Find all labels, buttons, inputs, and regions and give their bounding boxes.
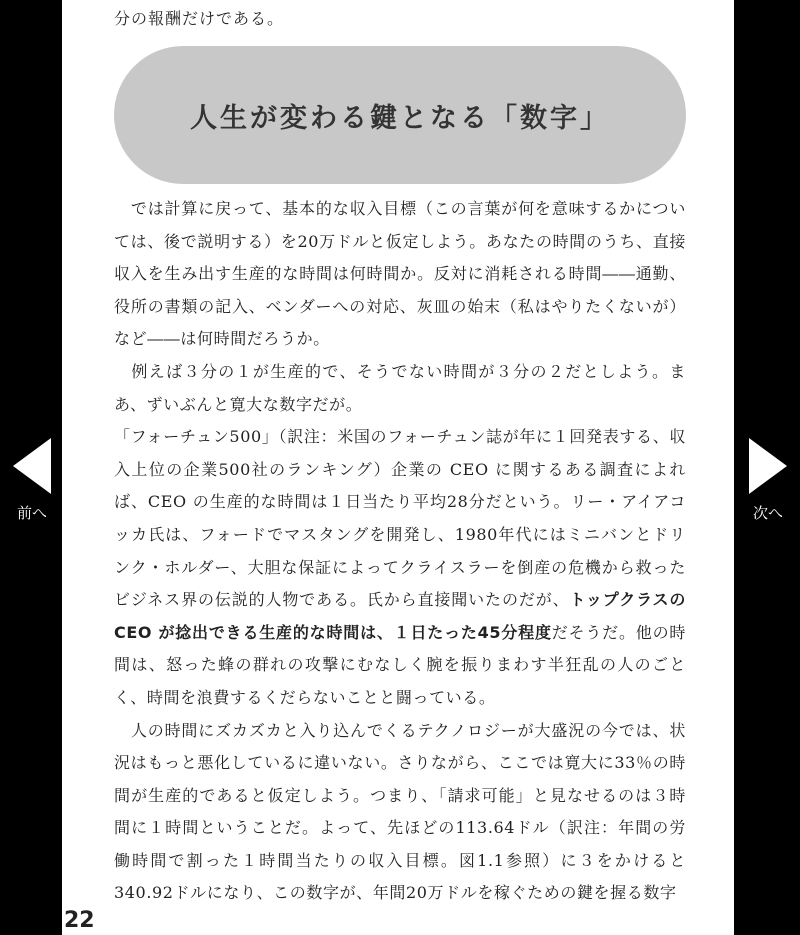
paragraph: 例えば３分の１が生産的で、そうでない時間が３分の２だとしよう。まあ、ずいぶんと寛大な数字だが。 (114, 361, 686, 414)
prev-page-label: 前へ (16, 504, 47, 522)
book-page (62, 0, 734, 935)
body-text (114, 193, 686, 910)
paragraph: では計算に戻って、基本的な収入目標（この言葉が何を意味するかについては、後で説明する）を20万ドルと仮定しよう。あなたの時間のうち、直接収入を生み出す生産的な時間は何時間か。反対に消耗される時間――通勤、役所の書類の記入、ベンダーへの対応、灰皿の始末（私はやりたくないが）など――は何時間だろうか。 (114, 199, 686, 349)
paragraph-text: 「フォーチュン500」（訳注：米国のフォーチュン誌が年に１回発表する、収入上位の企業500社のランキング）企業の CEO に関するある調査によれば、CEO の生産的な時間は１日当たり平均28分だという。リー・アイアコッカ氏は、フォードでマスタングを開発し、1980年代にはミニバンとドリンク・ホルダー、大胆な保証によってクライスラーを倒産の危機から救ったビジネス界の伝説的人物である。氏から直接聞いたのだが、 (114, 427, 686, 610)
prev-page-button[interactable] (2, 438, 62, 523)
paragraph-text: だそうだ。他の時間は、怒った蜂の群れの攻撃にむなしく腕を振りまわす半狂乱の人のごとく、時間を浪費するくだらないことと闘っている。 (114, 622, 686, 707)
section-heading-box (114, 46, 686, 184)
emphasis-text: トップクラスの CEO が捻出できる生産的な時間は、１日たった45分程度 (114, 590, 686, 642)
paragraph (114, 421, 686, 714)
next-page-button[interactable] (738, 438, 798, 523)
next-page-label: 次へ (752, 504, 783, 522)
section-heading: 人生が変わる鍵となる「数字」 (190, 102, 610, 134)
page-number: 22 (64, 908, 95, 933)
arrow-left-icon (13, 438, 51, 494)
arrow-right-icon (749, 438, 787, 494)
continued-text: 分の報酬だけである。 (114, 9, 285, 28)
paragraph: 人の時間にズカズカと入り込んでくるテクノロジーが大盛況の今では、状況はもっと悪化しているに違いない。さりながら、ここでは寛大に33％の時間が生産的であると仮定しよう。つまり、「請求可能」と見なせるのは３時間に１時間ということだ。よって、先ほどの113.64ドル（訳注：年間の労働時間で割った１時間当たりの収入目標。図1.1参照）に３をかけると340.92ドルになり、この数字が、年間20万ドルを稼ぐための鍵を握る数字 (114, 720, 686, 903)
